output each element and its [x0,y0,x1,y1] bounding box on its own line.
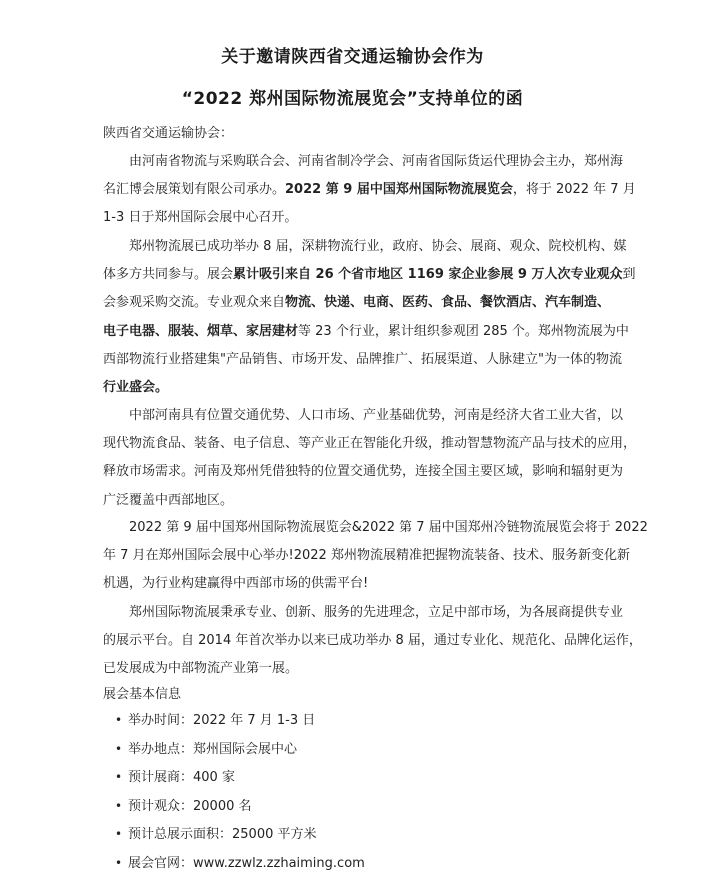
info-item-text: 预计总展示面积：25000 平方米 [128,827,317,842]
paragraph-line: 郑州物流展已成功举办 8 届，深耕物流行业，政府、协会、展商、观众、院校机构、媒 [129,239,627,254]
paragraph-line [103,176,636,204]
bullet-icon: • [115,770,123,784]
text-run: 体多方共同参与。展会 [103,267,234,283]
salutation: 陕西省交通运输协会： [103,126,234,141]
paragraph-line: 现代物流食品、装备、电子信息、等产业正在智能化升级，推动智慧物流产品与技术的应用， [103,436,637,452]
paragraph-line: 广泛覆盖中西部地区。 [103,492,234,508]
paragraph-line [103,289,611,317]
bold-text-run: 电子电器、服装、烟草、家居建材 [103,323,299,339]
bullet-icon: • [115,713,123,727]
paragraph-line: 机遇，为行业构建赢得中西部市场的供需平台! [103,576,369,592]
info-item-text: 举办时间：2022 年 7 月 1-3 日 [128,713,316,728]
paragraph-3 [103,402,637,515]
paragraph-line: 的展示平台。自 2014 年首次举办以来已成功举办 8 届，通过专业化、规范化、品牌化运作， [103,633,642,649]
info-list [115,706,365,877]
paragraph-line [103,374,611,402]
bullet-icon: • [115,741,123,756]
paragraph-line [103,261,636,289]
paragraph-2 [103,233,636,402]
info-item-venue [115,735,365,764]
text-run: 到 [622,267,636,283]
paragraph-line: 已发展成为中部物流产业第一展。 [103,661,299,677]
text-run: 名汇博会展策划有限公司承办。 [103,182,286,198]
info-item-exhibitors [115,763,365,792]
paragraph-line: 年 7 月在郑州国际会展中心举办!2022 郑州物流展精准把握物流装备、技术、服务新变化新 [103,548,630,564]
document-title-line-2: “2022 郑州国际物流展览会”支持单位的函 [181,89,524,109]
info-item-text: 预计观众：20000 名 [128,798,252,814]
bold-text-run: 行业盛会。 [103,379,169,395]
document-title-line-1: 关于邀请陕西省交通运输协会作为 [221,47,484,67]
info-item-area [115,820,365,849]
bullet-icon: • [115,855,123,870]
paragraph-1 [103,148,636,233]
paragraph-line: 2022 第 9 届中国郑州国际物流展览会&2022 第 7 届中国郑州冷链物流展览会将于 2022 [129,520,648,535]
bold-text-run: 2022 第 9 届中国郑州国际物流展览会 [285,182,513,198]
info-section-heading: 展会基本信息 [103,687,182,702]
bullet-icon: • [115,798,123,813]
paragraph-line: 西部物流行业搭建集"产品销售、市场开发、品牌推广、拓展渠道、人脉建立"为一体的物流 [103,351,622,367]
paragraph-line: 中部河南具有位置交通优势、人口市场、产业基础优势，河南是经济大省工业大省，以 [129,408,624,423]
info-item-website [115,849,365,878]
paragraph-line [103,318,629,346]
text-run: 等 23 个行业，累计组织参观团 285 个。郑州物流展为中 [298,323,629,339]
info-item-text: 举办地点：郑州国际会展中心 [128,741,298,757]
paragraph-line: 由河南省物流与采购联合会、河南省制冷学会、河南省国际货运代理协会主办，郑州海 [129,154,624,169]
bullet-icon: • [115,827,123,841]
info-item-text: 预计展商：400 家 [128,770,235,785]
paragraph-line: 释放市场需求。河南及郑州凭借独特的位置交通优势，连接全国主要区域，影响和辐射更为 [103,464,624,480]
text-run: 会参观采购交流。专业观众来自 [103,295,286,311]
text-run: ，将于 2022 年 7 月 [512,182,636,198]
bold-text-run: 累计吸引来自 26 个省市地区 1169 家企业参展 9 万人次专业观众 [233,267,623,283]
paragraph-5 [103,599,642,684]
info-item-date [115,706,365,735]
paragraph-line: 郑州国际物流展秉承专业、创新、服务的先进理念，立足中部市场，为各展商提供专业 [129,605,624,620]
bold-text-run: 物流、快递、电商、医药、食品、餐饮酒店、汽车制造、 [285,295,611,311]
paragraph-4 [103,514,648,599]
info-item-visitors [115,792,365,821]
paragraph-line: 1-3 日于郑州国际会展中心召开。 [103,210,298,226]
info-item-text: 展会官网：www.zzwlz.zzhaiming.com [128,855,365,871]
